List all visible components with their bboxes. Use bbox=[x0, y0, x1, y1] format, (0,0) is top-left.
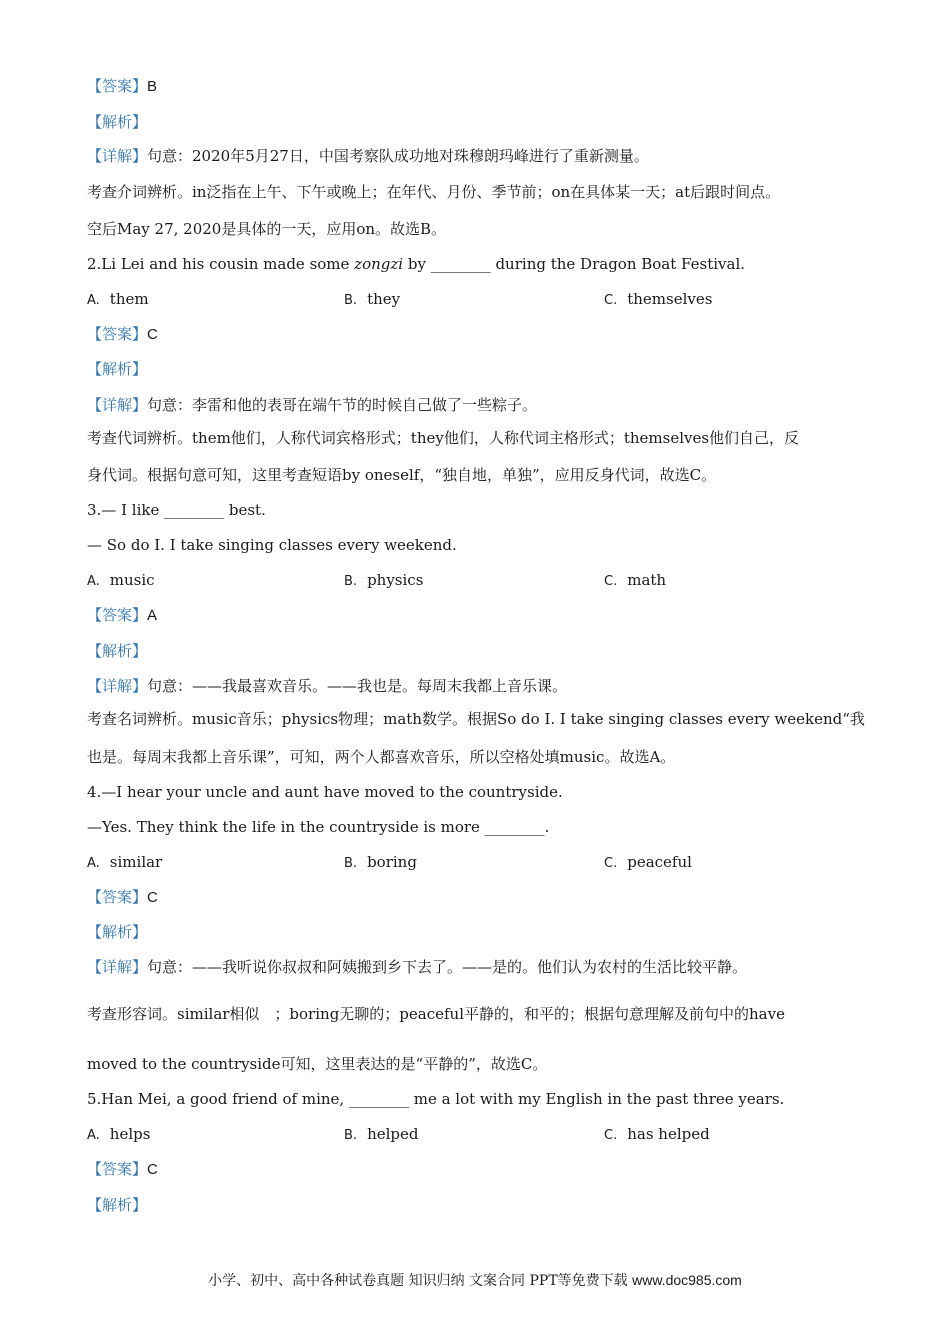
explanation-line: 考查介词辨析。in泛指在上午、下午或晚上；在年代、月份、季节前；on在具体某一天；at后跟时间点。 bbox=[87, 183, 781, 201]
question-stem-q3-reply: — So do I. I take singing classes every weekend. bbox=[87, 536, 457, 554]
option-c: C. themselves bbox=[604, 290, 713, 308]
explanation-line: 考查名词辨析。music音乐；physics物理；math数学。根据So do I. I take singing classes every weekend“我 bbox=[87, 710, 865, 728]
detail-line-q2: 【详解】句意：李雷和他的表哥在端午节的时候自己做了一些粽子。 bbox=[87, 396, 538, 414]
option-b: B. helped bbox=[344, 1125, 419, 1143]
option-b: B. physics bbox=[344, 571, 424, 589]
answer-value: B bbox=[147, 78, 158, 95]
option-b: B. they bbox=[344, 290, 401, 308]
footer-link[interactable]: www.doc985.com bbox=[632, 1272, 742, 1288]
question-stem-q5: 5.Han Mei, a good friend of mine, ________ me a lot with my English in the past three years. bbox=[87, 1090, 785, 1108]
question-stem-q4: 4.—I hear your uncle and aunt have moved to the countryside. bbox=[87, 783, 563, 801]
analysis-label: 【解析】 bbox=[87, 923, 148, 941]
explanation-line: 身代词。根据句意可知，这里考查短语by oneself，“独自地，单独”，应用反身代词，故选C。 bbox=[87, 466, 717, 484]
question-stem-q3: 3.— I like ________ best. bbox=[87, 501, 266, 519]
answer-line-q2: 【答案】C bbox=[87, 325, 158, 343]
italic-word: zongzi bbox=[354, 255, 404, 273]
option-a: A. similar bbox=[87, 853, 163, 871]
detail-line-q3: 【详解】句意：——我最喜欢音乐。——我也是。每周末我都上音乐课。 bbox=[87, 677, 568, 695]
analysis-label: 【解析】 bbox=[87, 360, 148, 378]
answer-line-q1 bbox=[87, 76, 157, 97]
option-a: A. music bbox=[87, 571, 155, 589]
detail-label: 【详解】 bbox=[87, 147, 148, 165]
analysis-label: 【解析】 bbox=[87, 113, 148, 131]
detail-text: 句意：2020年5月27日，中国考察队成功地对珠穆朗玛峰进行了重新测量。 bbox=[147, 147, 649, 165]
option-c: C. math bbox=[604, 571, 667, 589]
explanation-line: 也是。每周末我都上音乐课”，可知，两个人都喜欢音乐，所以空格处填music。故选A。 bbox=[87, 748, 676, 766]
explanation-line: 空后May 27, 2020是具体的一天，应用on。故选B。 bbox=[87, 220, 447, 238]
option-a: A. helps bbox=[87, 1125, 151, 1143]
answer-label: 【答案】 bbox=[87, 77, 148, 95]
analysis-label: 【解析】 bbox=[87, 1196, 148, 1214]
answer-line-q4: 【答案】C bbox=[87, 888, 158, 906]
option-c: C. peaceful bbox=[604, 853, 692, 871]
page-footer bbox=[0, 1270, 950, 1291]
answer-line-q3: 【答案】A bbox=[87, 606, 158, 624]
question-stem-q2: 2.Li Lei and his cousin made some zongzi by ________ during the Dragon Boat Festival. bbox=[87, 255, 746, 273]
footer-text: 小学、初中、高中各种试卷真题 知识归纳 文案合同 PPT等免费下载 bbox=[208, 1273, 633, 1289]
explanation-line: 考查代词辨析。them他们，人称代词宾格形式；they他们，人称代词主格形式；themselves他们自己，反 bbox=[87, 429, 800, 447]
answer-line-q5: 【答案】C bbox=[87, 1160, 158, 1178]
option-c: C. has helped bbox=[604, 1125, 710, 1143]
detail-line-q4: 【详解】句意：——我听说你叔叔和阿姨搬到乡下去了。——是的。他们认为农村的生活比较平静。 bbox=[87, 958, 748, 976]
explanation-line: moved to the countryside可知，这里表达的是“平静的”，故选C。 bbox=[87, 1055, 548, 1073]
analysis-label: 【解析】 bbox=[87, 642, 148, 660]
option-a: A. them bbox=[87, 290, 149, 308]
detail-line-q1 bbox=[87, 146, 649, 166]
question-stem-q4-reply: —Yes. They think the life in the countryside is more ________. bbox=[87, 818, 550, 836]
option-b: B. boring bbox=[344, 853, 417, 871]
explanation-line: 考查形容词。similar相似 ；boring无聊的；peaceful平静的，和平的；根据句意理解及前句中的have bbox=[87, 1005, 785, 1023]
